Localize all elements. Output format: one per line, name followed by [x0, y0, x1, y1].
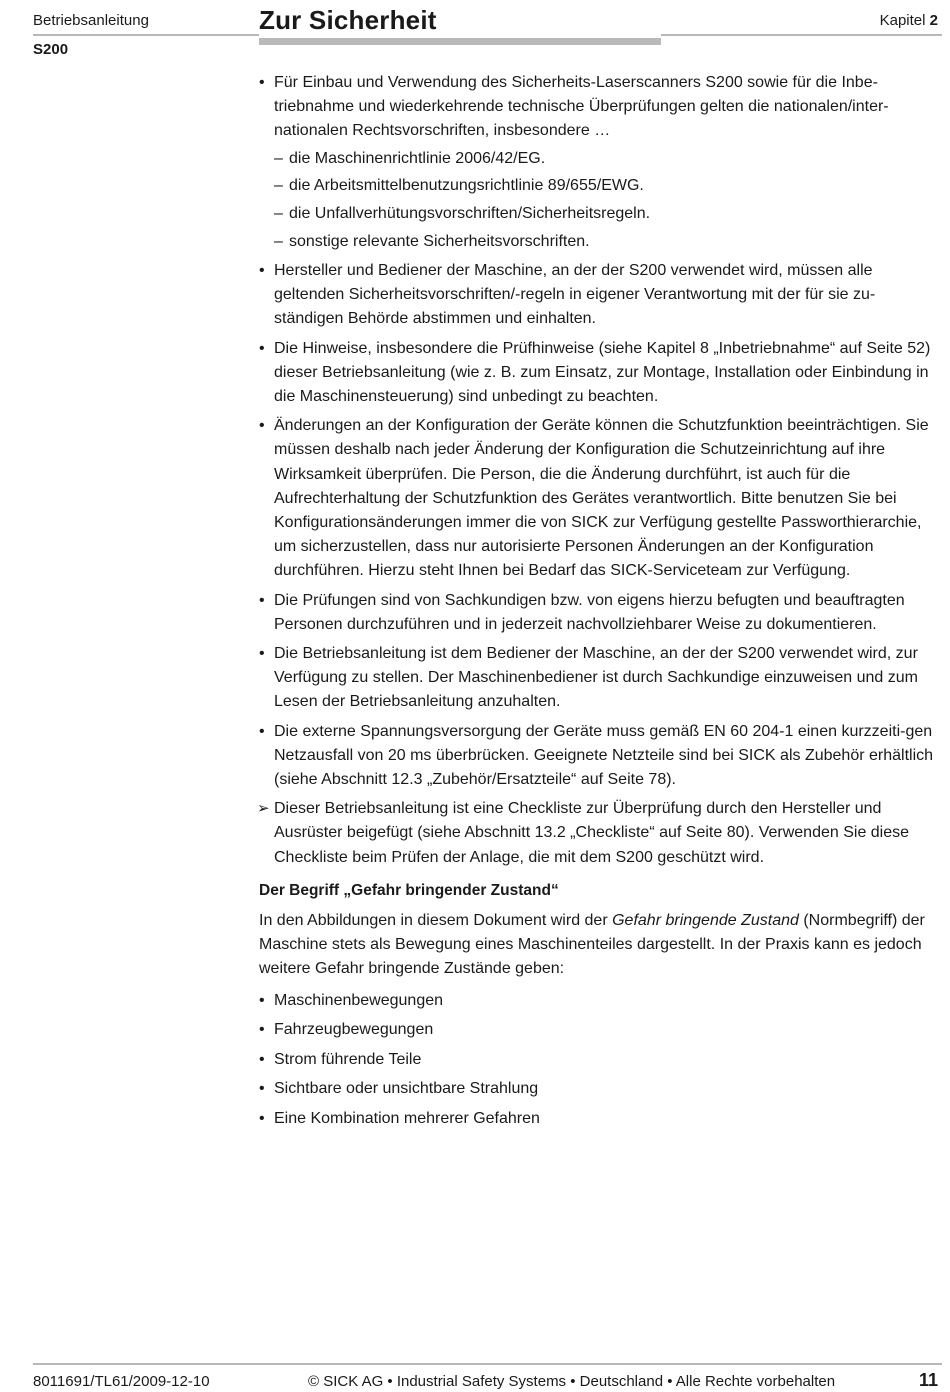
main-content: [259, 71, 941, 1136]
bullet-marker: •: [259, 1109, 265, 1127]
bullet-marker: •: [259, 417, 265, 435]
safety-rules-list: [259, 71, 941, 870]
dash-marker: –: [274, 149, 283, 167]
dash-marker: –: [274, 232, 283, 250]
sublist-item-text: die Unfallverhütungsvorschriften/Sicherheitsregeln.: [289, 205, 651, 223]
footer-doc-number: 8011691/TL61/2009-12-10: [33, 1373, 210, 1390]
header-chapter: [880, 12, 938, 29]
list-item-text: Änderungen an der Konfiguration der Geräte können die Schutzfunktion beeinträchtigen. Sie müssen deshalb nach jeder Änderung der Konfiguration die Schutzeinrichtung auf ihre Wirksamkeit überprüfen. Die Person, die die Änderung durchführt, ist auch für die Aufrechterhaltung der Schutzfunktion des Gerätes verantwortlich. Bitte benutzen Sie bei Konfigurationsänderungen immer die von SICK zur Verfügung gestellte Passworthierarchie, um sicherzustellen, dass nur autorisierte Personen Änderungen an der Konfiguration durchführen. Hierzu steht Ihnen bei Bedarf das SICK-Serviceteam zur Verfügung.: [274, 417, 929, 580]
list-item: [259, 1048, 941, 1072]
bullet-marker: •: [259, 722, 265, 740]
bullet-marker: •: [259, 1050, 265, 1068]
bullet-marker: •: [259, 339, 265, 357]
list-item-text: Für Einbau und Verwendung des Sicherheits-Laserscanners S200 sowie für die Inbe-triebnahme und wiederkehrende technische Überprüfungen gelten die nationalen/inter-nationalen Rechtsvorschriften, insbesondere …: [274, 74, 889, 140]
sublist-item: [274, 174, 941, 198]
bullet-marker: •: [259, 74, 265, 91]
list-item: [259, 259, 941, 332]
list-item: [259, 1107, 941, 1131]
bullet-marker: •: [259, 1021, 265, 1039]
list-item-text: Die Hinweise, insbesondere die Prüfhinweise (siehe Kapitel 8 „Inbetriebnahme“ auf Seite 52) dieser Betriebsanleitung (wie z. B. zum Einsatz, zur Montage, Installation oder Einbindung in die Maschinensteuerung) sind unbedingt zu beachten.: [274, 339, 931, 405]
list-item: [259, 414, 941, 583]
list-item-text: Dieser Betriebsanleitung ist eine Checkliste zur Überprüfung durch den Hersteller und Ausrüster beigefügt (siehe Abschnitt 13.2 „Checkliste“ auf Seite 80). Verwenden Sie diese Checkliste beim Prüfen der Anlage, die mit dem S200 geschützt wird.: [274, 800, 910, 866]
bullet-marker: •: [259, 991, 265, 1009]
header-divider-right: [661, 34, 942, 36]
list-item: [259, 589, 941, 637]
list-item-text: Strom führende Teile: [274, 1050, 422, 1068]
list-item-text: Hersteller und Bediener der Maschine, an der der S200 verwendet wird, müssen alle geltenden Sicherheitsvorschriften/-regeln in eigener Verantwortung mit der für sie zu-ständigen Behörde abstimmen und einhalten.: [274, 261, 876, 328]
regulations-sublist: [274, 147, 941, 254]
page-number: 11: [918, 1370, 938, 1390]
sublist-item-text: die Arbeitsmittelbenutzungsrichtlinie 89/655/EWG.: [289, 177, 644, 195]
page-title: Zur Sicherheit: [259, 5, 437, 35]
list-item: [259, 1018, 941, 1042]
bullet-marker: •: [259, 261, 265, 279]
section-heading: Der Begriff „Gefahr bringender Zustand“: [259, 881, 559, 899]
sublist-item: [274, 202, 941, 226]
paragraph-text-start: In den Abbildungen in diesem Dokument wird der: [259, 912, 613, 929]
section-paragraph: [259, 909, 941, 982]
paragraph-text-end: (Normbegriff) der Maschine stets als Bewegung eines Maschinenteiles dargestellt. In der Praxis kann es jedoch weitere Gefahr bringende Zustände geben:: [259, 912, 925, 978]
list-item: [259, 720, 941, 793]
bullet-marker: •: [259, 644, 265, 662]
sublist-item: [274, 147, 941, 171]
list-item: [259, 642, 941, 715]
sublist-item-text: die Maschinenrichtlinie 2006/42/EG.: [289, 149, 546, 167]
footer-divider: [33, 1363, 942, 1365]
dash-marker: –: [274, 177, 283, 195]
list-item: [259, 71, 941, 254]
list-item-text: Sichtbare oder unsichtbare Strahlung: [274, 1080, 539, 1098]
chapter-label: Kapitel: [879, 12, 926, 29]
list-item-text: Maschinenbewegungen: [274, 991, 444, 1009]
list-item-text: Die externe Spannungsversorgung der Geräte muss gemäß EN 60 204-1 einen kurzzeiti-gen Netzausfall von 20 ms überbrücken. Geeignete Netzteile sind bei SICK als Zubehör erhältlich (siehe Abschnitt 12.3 „Zubehör/Ersatzteile“ auf Seite 78).: [274, 722, 934, 788]
list-item-text: Die Betriebsanleitung ist dem Bediener der Maschine, an der der S200 verwendet wird, zur Verfügung zu stellen. Der Maschinenbediener ist durch Sachkundige einzuweisen und zum Lesen der Betriebsanleitung anzuhalten.: [274, 644, 918, 711]
header-product-name: S200: [33, 41, 69, 58]
list-item-text: Eine Kombination mehrerer Gefahren: [274, 1109, 540, 1127]
sublist-item: [274, 230, 941, 254]
list-item: [259, 337, 941, 410]
bullet-marker: •: [259, 591, 265, 609]
paragraph-emphasis: Gefahr bringende Zustand: [612, 912, 799, 929]
hazard-list: [259, 989, 941, 1131]
list-item-text: Die Prüfungen sind von Sachkundigen bzw. von eigens hierzu befugten und beauftragten Personen durchzuführen und in jederzeit nachvollziehbarer Weise zu dokumentieren.: [274, 591, 905, 633]
sublist-item-text: sonstige relevante Sicherheitsvorschriften.: [289, 232, 590, 250]
list-item: [259, 989, 941, 1013]
header-doc-type: Betriebsanleitung: [33, 12, 149, 29]
title-underline-bar: [259, 38, 661, 45]
header-divider-left: [33, 34, 259, 36]
list-item: [259, 1077, 941, 1101]
dash-marker: –: [274, 205, 283, 223]
list-item-text: Fahrzeugbewegungen: [274, 1021, 434, 1039]
arrow-icon: ➢: [257, 800, 270, 818]
bullet-marker: •: [259, 1080, 265, 1098]
action-item: [259, 797, 941, 870]
chapter-number: 2: [929, 12, 938, 29]
footer-copyright: © SICK AG • Industrial Safety Systems • Deutschland • Alle Rechte vorbehalten: [308, 1373, 836, 1390]
